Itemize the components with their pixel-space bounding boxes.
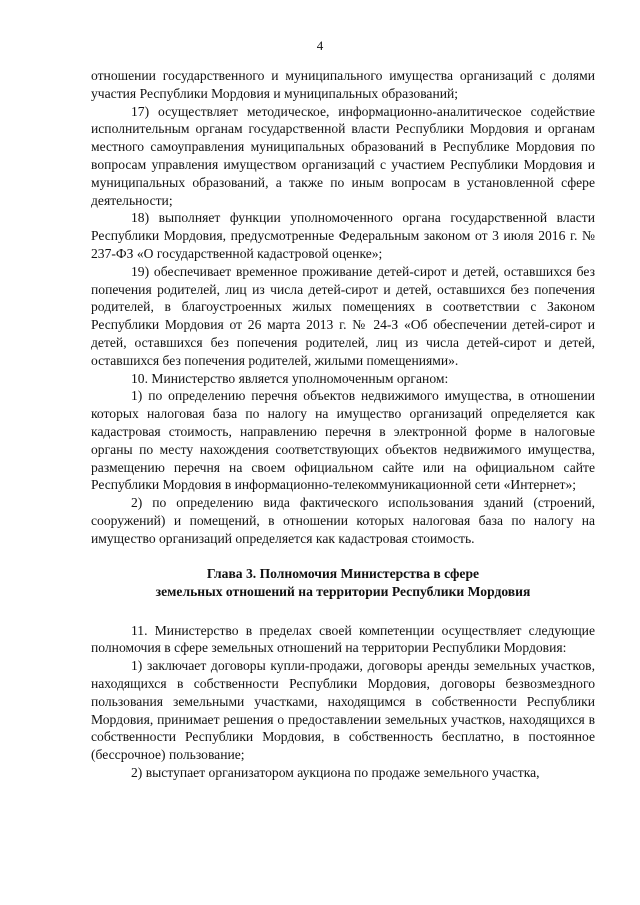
paragraph-section-11-item-2: 2) выступает организатором аукциона по продаже земельного участка, <box>131 764 540 780</box>
paragraph-continuation: отношении государственного и муниципального имущества организаций с долями участия Республики Мордовия и муниципальных образований; <box>91 68 595 101</box>
page-number: 4 <box>316 38 324 53</box>
paragraph-section-11: 11. Министерство в пределах своей компетенции осуществляет следующие полномочия в сфере земельных отношений на территории Республики Мордовия: <box>91 622 595 656</box>
paragraph-item-17: 17) осуществляет методическое, информационно-аналитическое содействие исполнительным органам государственной власти Республики Мордовия и органам местного самоуправления муниципальных образований в Республике Мордовия по вопросам управления имуществом организаций с участием Республики Мордовия и муниципальных образований, а также по иным вопросам в установленной сфере деятельности; <box>91 103 595 208</box>
paragraph-section-10: 10. Министерство является уполномоченным органом: <box>131 370 449 386</box>
paragraph-section-10-item-2: 2) по определению вида фактического использования зданий (строений, сооружений) и помещений, в отношении которых налоговая база по налогу на имущество организаций определяется как кадастровая стоимость. <box>91 495 595 546</box>
chapter-heading-line-2: земельных отношений на территории Республики Мордовия <box>155 583 531 599</box>
paragraph-item-18: 18) выполняет функции уполномоченного органа государственной власти Республики Мордовия, предусмотренные Федеральным законом от 3 июля 2016 г. № 237-ФЗ «О государственной кадастровой оценке»; <box>91 210 595 261</box>
chapter-heading <box>91 565 595 601</box>
chapter-heading-line-1: Глава 3. Полномочия Министерства в сфере <box>206 565 480 581</box>
document-body <box>91 67 595 782</box>
paragraph-item-19: 19) обеспечивает временное проживание детей-сирот и детей, оставшихся без попечения родителей, лиц из числа детей-сирот и детей, оставшихся без попечения родителей, в благоустроенных жилых помещениях в соответствии с Законом Республики Мордовия от 26 марта 2013 г. № 24-З «Об обеспечении детей-сирот и детей, оставшихся без попечения родителей, лиц из числа детей-сирот и детей, оставшихся без попечения родителей, жилыми помещениями». <box>91 263 595 368</box>
paragraph-section-10-item-1: 1) по определению перечня объектов недвижимого имущества, в отношении которых налоговая база по налогу на имущество организаций определяется как кадастровая стоимость, направлению перечня в электронной форме в налоговые органы по месту нахождения соответствующих объектов недвижимого имущества, размещению перечня на своем официальном сайте или на официальном сайте Республики Мордовия в информационно-телекоммуникационной сети «Интернет»; <box>91 388 595 493</box>
paragraph-section-11-item-1: 1) заключает договоры купли-продажи, договоры аренды земельных участков, находящихся в собственности Республики Мордовия, договоры безвозмездного пользования земельными участками, находящимся в собственности Республики Мордовия, принимает решения о предоставлении земельных участков, находящихся в собственности Республики Мордовия, в собственность бесплатно, в постоянное (бессрочное) пользование; <box>91 658 595 763</box>
